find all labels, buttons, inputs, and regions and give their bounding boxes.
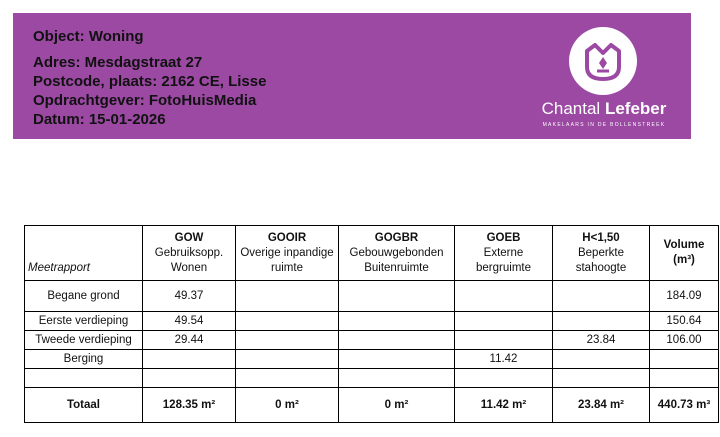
total-cell: 23.84 m² — [553, 388, 650, 423]
tulip-house-icon — [569, 27, 637, 95]
table-cell: 150.64 — [650, 312, 719, 331]
table-title: Meetrapport — [25, 226, 143, 281]
brand-name — [537, 99, 671, 119]
table-cell — [339, 350, 455, 369]
total-cell: 440.73 m³ — [650, 388, 719, 423]
table-row — [25, 312, 719, 331]
table-cell: 29.44 — [143, 331, 236, 350]
column-header: H<1,50 Beperkte stahoogte — [553, 226, 650, 281]
table-cell — [143, 350, 236, 369]
table-row — [25, 350, 719, 369]
table-cell — [650, 350, 719, 369]
table-cell — [455, 331, 553, 350]
table-cell — [553, 312, 650, 331]
table-cell: 11.42 — [455, 350, 553, 369]
table-cell — [236, 369, 339, 388]
table-cell: 184.09 — [650, 281, 719, 312]
table-row — [25, 331, 719, 350]
total-cell: 128.35 m² — [143, 388, 236, 423]
table-cell — [339, 281, 455, 312]
table-cell — [553, 281, 650, 312]
table-cell — [455, 312, 553, 331]
total-cell: 11.42 m² — [455, 388, 553, 423]
brand-last-name: Lefeber — [604, 99, 667, 118]
postcode-line: Postcode, plaats: 2162 CE, Lisse — [33, 73, 267, 90]
row-label — [25, 369, 143, 388]
brand-first-name: Chantal — [541, 99, 601, 118]
row-label: Berging — [25, 350, 143, 369]
table-cell — [339, 331, 455, 350]
total-row — [25, 388, 719, 423]
table-cell — [236, 281, 339, 312]
table-cell: 106.00 — [650, 331, 719, 350]
table-cell: 49.37 — [143, 281, 236, 312]
address-line: Adres: Mesdagstraat 27 — [33, 54, 203, 71]
table-cell — [339, 312, 455, 331]
table-cell — [236, 312, 339, 331]
column-header: GOW Gebruiksopp. Wonen — [143, 226, 236, 281]
column-header: GOEB Externe bergruimte — [455, 226, 553, 281]
object-line: Object: Woning — [33, 28, 144, 45]
total-cell: 0 m² — [236, 388, 339, 423]
table-cell — [236, 350, 339, 369]
table-cell — [650, 369, 719, 388]
object-info — [33, 27, 266, 129]
measurement-table — [24, 225, 719, 423]
table-header-row — [25, 226, 719, 281]
table-row — [25, 369, 719, 388]
table-cell: 23.84 — [553, 331, 650, 350]
row-label: Eerste verdieping — [25, 312, 143, 331]
table-cell: 49.54 — [143, 312, 236, 331]
table-cell — [553, 369, 650, 388]
header-banner — [13, 13, 691, 139]
table-cell — [455, 281, 553, 312]
total-cell: 0 m² — [339, 388, 455, 423]
column-header: GOOIR Overige inpandige ruimte — [236, 226, 339, 281]
total-label: Totaal — [25, 388, 143, 423]
row-label: Begane grond — [25, 281, 143, 312]
brand-tagline: MAKELAARS IN DE BOLLENSTREEK — [542, 122, 666, 128]
table-cell — [455, 369, 553, 388]
date-line: Datum: 15-01-2026 — [33, 111, 166, 128]
table-cell — [553, 350, 650, 369]
table-cell — [236, 331, 339, 350]
table-cell — [143, 369, 236, 388]
client-line: Opdrachtgever: FotoHuisMedia — [33, 92, 257, 109]
table-cell — [339, 369, 455, 388]
column-header: Volume (m³) — [650, 226, 719, 281]
table-row — [25, 281, 719, 312]
row-label: Tweede verdieping — [25, 331, 143, 350]
column-header: GOGBR Gebouwgebonden Buitenruimte — [339, 226, 455, 281]
